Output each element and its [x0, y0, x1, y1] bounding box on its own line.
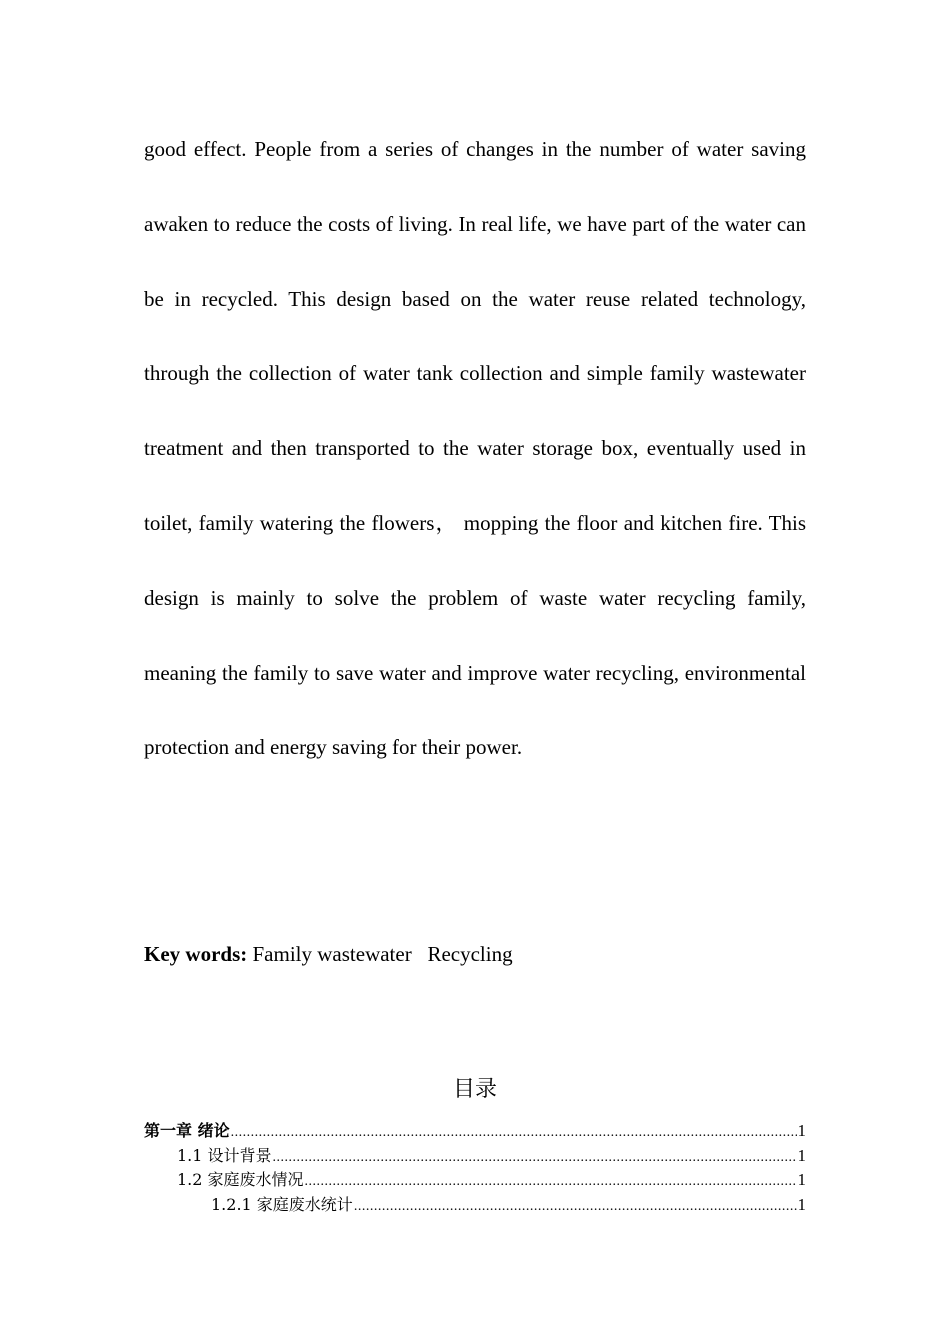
- toc-entry-section-1-1[interactable]: [144, 1144, 806, 1169]
- toc-dot-leader: [273, 1146, 797, 1171]
- toc-page-number: 1: [797, 1170, 806, 1189]
- toc-dot-leader: [231, 1121, 797, 1146]
- toc-page-number: 1: [797, 1121, 806, 1140]
- keywords-line: [144, 938, 806, 970]
- toc-dot-leader: [354, 1195, 797, 1220]
- toc-entry-title: 1.2.1 家庭废水统计: [211, 1194, 353, 1214]
- toc-entry-section-1-2-1[interactable]: [144, 1193, 806, 1218]
- toc-entry-section-1-2[interactable]: [144, 1168, 806, 1193]
- toc-entry-title: 第一章 绪论: [144, 1121, 230, 1140]
- toc-page-number: 1: [797, 1194, 806, 1214]
- toc-entry-title: 1.2 家庭废水情况: [177, 1170, 304, 1189]
- toc-title: 目录: [452, 1077, 497, 1102]
- toc-entry-chapter-1[interactable]: [144, 1119, 806, 1144]
- keywords-label: Key words:: [144, 942, 248, 966]
- abstract-paragraph: good effect. People from a series of changes in the number of water saving awaken to reduce the costs of living. In real life, we have part of the water can be in recycled. This design based on the water reuse related technology, through the collection of water tank collection and simple family wastewater treatment and then transported to the water storage box, eventually used in toilet, family watering the flowers， mopping the floor and kitchen fire. This design is mainly to solve the problem of waste water recycling family, meaning the family to save water and improve water recycling, environmental protection and energy saving for their power.: [144, 137, 806, 760]
- table-of-contents: [144, 1119, 806, 1217]
- toc-page-number: 1: [797, 1145, 806, 1165]
- toc-entry-title: 1.1 设计背景: [177, 1145, 272, 1165]
- keywords-value: Family wastewater Recycling: [247, 942, 513, 966]
- toc-dot-leader: [305, 1170, 797, 1195]
